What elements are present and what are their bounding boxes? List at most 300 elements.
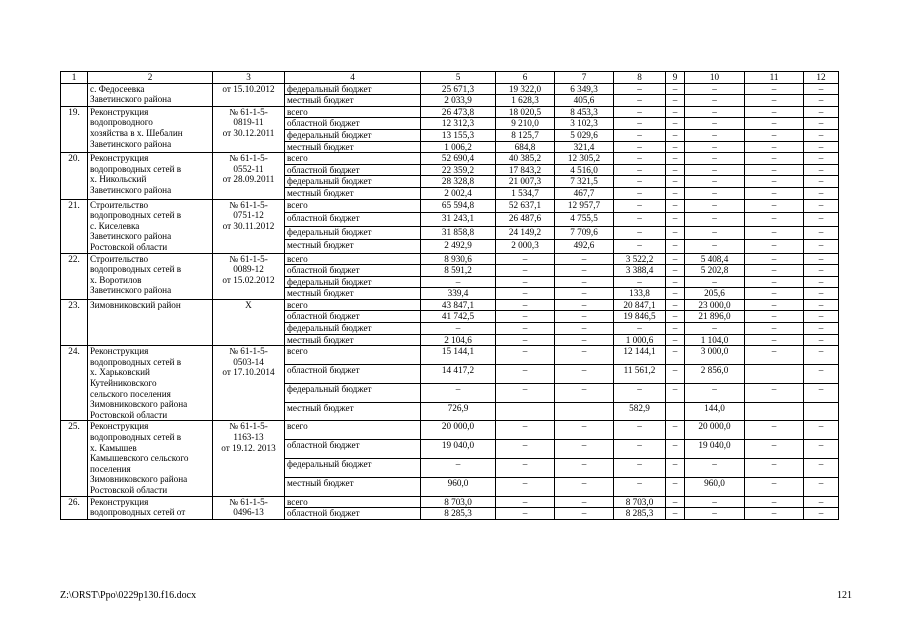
value-cell: 9 210,0 [496, 118, 555, 130]
funding-source: местный бюджет [285, 288, 421, 300]
value-cell: – [666, 288, 685, 300]
value-cell: – [614, 129, 666, 141]
value-cell: – [745, 239, 804, 253]
value-cell: – [666, 365, 685, 384]
value-cell: – [496, 334, 555, 346]
document-ref-line: № 61-1-5- [229, 199, 268, 210]
value-cell: – [421, 383, 496, 402]
value-cell: 8 703,0 [614, 496, 666, 508]
value-cell: 492,6 [555, 239, 614, 253]
value-cell: 960,0 [685, 477, 745, 496]
value-cell: 65 594,8 [421, 199, 496, 212]
value-cell: – [614, 239, 666, 253]
value-cell: – [685, 176, 745, 188]
value-cell: – [804, 458, 839, 477]
value-cell: 1 000,6 [614, 334, 666, 346]
value-cell: 25 671,3 [421, 83, 496, 95]
value-cell: 2 104,6 [421, 334, 496, 346]
object-name-line: Реконструкция [90, 421, 149, 432]
value-cell: – [496, 365, 555, 384]
value-cell: – [804, 129, 839, 141]
value-cell: 31 243,1 [421, 213, 496, 226]
object-name-line: водопроводных сетей в [90, 356, 182, 367]
value-cell: 19 040,0 [685, 440, 745, 459]
object-name-line: Кутейниковского [90, 378, 157, 389]
object-name-line: х. Никольский [90, 174, 147, 185]
value-cell: – [804, 106, 839, 118]
value-cell: 24 149,2 [496, 226, 555, 239]
value-cell: 2 492,9 [421, 239, 496, 253]
value-cell: – [745, 199, 804, 212]
value-cell: – [555, 440, 614, 459]
value-cell: – [555, 334, 614, 346]
document-ref-line: № 61-1-5- [229, 253, 268, 264]
funding-source: областной бюджет [285, 440, 421, 459]
value-cell: 52 637,1 [496, 199, 555, 212]
document-ref [213, 106, 285, 152]
value-cell: 8 930,6 [421, 253, 496, 265]
value-cell: 339,4 [421, 288, 496, 300]
document-ref [213, 299, 285, 345]
value-cell: – [804, 199, 839, 212]
value-cell: – [804, 311, 839, 323]
funding-source: местный бюджет [285, 334, 421, 346]
object-name-line: Реконструкция [90, 153, 149, 164]
object-name-line: хозяйства в х. Шебалин [90, 127, 183, 138]
value-cell: 21 007,3 [496, 176, 555, 188]
value-cell: – [614, 106, 666, 118]
object-name [88, 199, 213, 253]
object-name [88, 153, 213, 199]
object-name [88, 346, 213, 421]
value-cell: 7 709,6 [555, 226, 614, 239]
value-cell: 8 285,3 [421, 508, 496, 520]
value-cell: – [745, 213, 804, 226]
value-cell: – [804, 288, 839, 300]
funding-source: местный бюджет [285, 187, 421, 199]
document-ref [213, 253, 285, 299]
value-cell: 26 473,8 [421, 106, 496, 118]
value-cell: – [685, 226, 745, 239]
object-name-line: Заветинского района [90, 138, 172, 149]
file-path: Z:\ORST\Ppo\0229p130.f16.docx [60, 590, 197, 601]
value-cell: – [496, 496, 555, 508]
column-number: 4 [285, 72, 421, 84]
value-cell: 7 321,5 [555, 176, 614, 188]
value-cell: – [421, 276, 496, 288]
object-name-line: водопроводных сетей в [90, 432, 182, 442]
value-cell: – [666, 95, 685, 107]
object-name-line: Реконструкция [90, 496, 149, 507]
value-cell: 3 522,2 [614, 253, 666, 265]
table-row [61, 83, 839, 95]
funding-source: федеральный бюджет [285, 129, 421, 141]
document-ref-line: № 61-1-5- [229, 153, 268, 164]
column-number: 6 [496, 72, 555, 84]
document-ref [213, 199, 285, 253]
column-number: 10 [685, 72, 745, 84]
value-cell: – [666, 213, 685, 226]
value-cell [804, 402, 839, 421]
value-cell: – [685, 323, 745, 335]
value-cell: 1 534,7 [496, 187, 555, 199]
value-cell: – [804, 265, 839, 277]
object-name-line: Заветинского района [90, 184, 172, 195]
value-cell: – [496, 253, 555, 265]
funding-source: областной бюджет [285, 311, 421, 323]
row-number: 21. [61, 199, 88, 253]
value-cell: – [666, 176, 685, 188]
document-ref-line: от 17.10.2014 [222, 367, 275, 378]
value-cell: – [614, 440, 666, 459]
funding-source: всего [285, 106, 421, 118]
value-cell: 8 703,0 [421, 496, 496, 508]
object-name-line: Заветинского района [90, 231, 172, 242]
value-cell: – [555, 346, 614, 365]
value-cell: – [804, 83, 839, 95]
object-name-line: Камышевского сельского [90, 453, 189, 464]
value-cell: – [555, 323, 614, 335]
value-cell: – [745, 421, 804, 440]
object-name-line: сельского поселения [90, 388, 171, 399]
value-cell: – [666, 164, 685, 176]
value-cell: – [685, 141, 745, 153]
value-cell: – [804, 334, 839, 346]
value-cell: – [666, 253, 685, 265]
value-cell: – [804, 421, 839, 440]
value-cell: 41 742,5 [421, 311, 496, 323]
column-number: 8 [614, 72, 666, 84]
value-cell: 8 591,2 [421, 265, 496, 277]
object-name-line: х. Камышев [90, 442, 137, 453]
value-cell: 18 020,5 [496, 106, 555, 118]
value-cell: – [614, 118, 666, 130]
funding-source: всего [285, 199, 421, 212]
value-cell: – [555, 265, 614, 277]
value-cell: – [745, 129, 804, 141]
object-name-line: Реконструкция [90, 346, 149, 357]
value-cell: – [496, 311, 555, 323]
document-ref-line: 0819-11 [233, 117, 264, 128]
document-ref-line: 0496-13 [233, 507, 264, 518]
document-ref-line: 0089-12 [233, 264, 264, 275]
value-cell: 2 000,3 [496, 239, 555, 253]
value-cell: – [804, 95, 839, 107]
value-cell: 5 029,6 [555, 129, 614, 141]
funding-source: федеральный бюджет [285, 458, 421, 477]
value-cell: – [685, 187, 745, 199]
value-cell: – [804, 213, 839, 226]
row-number: 26. [61, 496, 88, 519]
value-cell: – [804, 477, 839, 496]
value-cell: – [804, 383, 839, 402]
value-cell [666, 402, 685, 421]
value-cell: – [745, 458, 804, 477]
object-name-line: Ростовской области [90, 241, 168, 252]
funding-source: областной бюджет [285, 265, 421, 277]
funding-source: местный бюджет [285, 95, 421, 107]
value-cell: – [685, 118, 745, 130]
value-cell: – [745, 83, 804, 95]
value-cell: 8 453,3 [555, 106, 614, 118]
value-cell: – [685, 276, 745, 288]
object-name-line: Зимовниковский район [90, 299, 181, 310]
value-cell: – [555, 458, 614, 477]
value-cell: 21 896,0 [685, 311, 745, 323]
table-row [61, 421, 839, 440]
value-cell: – [745, 383, 804, 402]
value-cell: – [745, 95, 804, 107]
funding-source: федеральный бюджет [285, 226, 421, 239]
value-cell: 205,6 [685, 288, 745, 300]
value-cell: 4 516,0 [555, 164, 614, 176]
value-cell: 2 002,4 [421, 187, 496, 199]
funding-source: областной бюджет [285, 508, 421, 520]
value-cell: 12 305,2 [555, 153, 614, 165]
value-cell: – [745, 346, 804, 365]
object-name-line: Реконструкция [90, 106, 149, 117]
value-cell: – [745, 253, 804, 265]
value-cell: 23 000,0 [685, 299, 745, 311]
column-number: 9 [666, 72, 685, 84]
value-cell: – [614, 153, 666, 165]
value-cell: – [685, 508, 745, 520]
value-cell: – [685, 239, 745, 253]
funding-source: федеральный бюджет [285, 323, 421, 335]
funding-source: федеральный бюджет [285, 383, 421, 402]
value-cell: 5 202,8 [685, 265, 745, 277]
value-cell: – [804, 299, 839, 311]
value-cell: 3 000,0 [685, 346, 745, 365]
value-cell: – [666, 187, 685, 199]
column-number: 7 [555, 72, 614, 84]
document-ref-line: от 30.12.2011 [222, 127, 275, 138]
object-name-line: Заветинского района [90, 285, 172, 296]
value-cell: – [666, 141, 685, 153]
value-cell: 11 561,2 [614, 365, 666, 384]
object-name-line: х. Воротилов [90, 274, 142, 285]
document-ref-line: 0552-11 [233, 163, 264, 174]
object-name-line: с. Федосеевка [90, 83, 145, 94]
value-cell: – [614, 383, 666, 402]
value-cell: – [614, 226, 666, 239]
value-cell: – [614, 199, 666, 212]
value-cell: – [496, 383, 555, 402]
value-cell: – [745, 176, 804, 188]
document-ref-line: 0751-12 [233, 210, 264, 221]
row-number: 25. [61, 421, 88, 496]
value-cell: – [614, 213, 666, 226]
value-cell: – [496, 477, 555, 496]
document-ref-line: Х [245, 299, 252, 310]
object-name-line: Ростовской области [90, 409, 168, 420]
object-name-line: водопроводных сетей в [90, 163, 182, 174]
column-number: 5 [421, 72, 496, 84]
object-name [88, 496, 213, 519]
object-name [88, 106, 213, 152]
document-ref [213, 421, 285, 496]
object-name-line: Зимовниковского района [90, 399, 188, 410]
document-ref [213, 83, 285, 106]
value-cell: – [745, 106, 804, 118]
value-cell: – [555, 421, 614, 440]
value-cell: 12 144,1 [614, 346, 666, 365]
value-cell: 40 385,2 [496, 153, 555, 165]
header-row [61, 72, 839, 84]
value-cell: – [745, 118, 804, 130]
funding-source: федеральный бюджет [285, 276, 421, 288]
object-name [88, 421, 213, 496]
value-cell: – [496, 323, 555, 335]
value-cell: 52 690,4 [421, 153, 496, 165]
column-number: 3 [213, 72, 285, 84]
value-cell: – [745, 299, 804, 311]
document-ref-line: от 15.10.2012 [222, 83, 275, 94]
value-cell: – [496, 265, 555, 277]
value-cell: 43 847,1 [421, 299, 496, 311]
value-cell: – [666, 334, 685, 346]
value-cell: – [614, 164, 666, 176]
value-cell: 31 858,8 [421, 226, 496, 239]
document-ref-line: от 19.12. 2013 [221, 442, 276, 453]
value-cell: – [685, 95, 745, 107]
value-cell: – [666, 83, 685, 95]
object-name-line: с. Киселевка [90, 220, 140, 231]
value-cell: – [666, 477, 685, 496]
object-name-line: водопроводных сетей в [90, 210, 182, 221]
value-cell: – [555, 477, 614, 496]
object-name [88, 253, 213, 299]
value-cell: – [666, 421, 685, 440]
value-cell: – [421, 458, 496, 477]
value-cell: – [555, 508, 614, 520]
value-cell: – [666, 496, 685, 508]
value-cell: – [614, 187, 666, 199]
value-cell: – [614, 95, 666, 107]
row-number [61, 83, 88, 106]
value-cell: 684,8 [496, 141, 555, 153]
document-ref-line: № 61-1-5- [229, 106, 268, 117]
value-cell: 14 417,2 [421, 365, 496, 384]
funding-source: всего [285, 153, 421, 165]
value-cell: – [496, 276, 555, 288]
document-ref-line: от 15.02.2012 [222, 274, 275, 285]
value-cell: 17 843,2 [496, 164, 555, 176]
value-cell: – [745, 288, 804, 300]
value-cell: – [745, 496, 804, 508]
value-cell: 12 957,7 [555, 199, 614, 212]
page-number: 121 [837, 590, 852, 601]
value-cell: – [555, 299, 614, 311]
document-ref-line: № 61-1-5- [229, 496, 268, 507]
value-cell: – [555, 311, 614, 323]
value-cell: 2 856,0 [685, 365, 745, 384]
value-cell: – [745, 334, 804, 346]
value-cell: 726,9 [421, 402, 496, 421]
value-cell: 3 388,4 [614, 265, 666, 277]
value-cell: – [666, 106, 685, 118]
value-cell: 8 125,7 [496, 129, 555, 141]
funding-source: местный бюджет [285, 239, 421, 253]
value-cell: – [496, 508, 555, 520]
value-cell: – [666, 118, 685, 130]
row-number: 20. [61, 153, 88, 199]
value-cell: 20 000,0 [685, 421, 745, 440]
value-cell: 19 846,5 [614, 311, 666, 323]
value-cell: – [555, 365, 614, 384]
value-cell: – [614, 477, 666, 496]
object-name-line: Строительство [90, 199, 149, 210]
document-ref [213, 496, 285, 519]
value-cell: – [666, 239, 685, 253]
funding-source: местный бюджет [285, 477, 421, 496]
object-name-line: водопроводных сетей в [90, 264, 182, 275]
value-cell: 5 408,4 [685, 253, 745, 265]
value-cell: – [685, 213, 745, 226]
value-cell: – [555, 288, 614, 300]
document-ref [213, 153, 285, 199]
value-cell: – [745, 164, 804, 176]
document-ref-line: № 61-1-5- [229, 346, 268, 357]
value-cell: – [666, 153, 685, 165]
table-row [61, 106, 839, 118]
value-cell: – [745, 323, 804, 335]
column-number: 1 [61, 72, 88, 84]
value-cell: – [496, 421, 555, 440]
value-cell: 960,0 [421, 477, 496, 496]
document-ref-line: 0503-14 [233, 356, 264, 367]
value-cell: – [804, 176, 839, 188]
value-cell [745, 365, 804, 384]
value-cell: 4 755,5 [555, 213, 614, 226]
value-cell: 20 000,0 [421, 421, 496, 440]
value-cell: – [804, 164, 839, 176]
value-cell: – [745, 265, 804, 277]
value-cell: 1 006,2 [421, 141, 496, 153]
value-cell: – [666, 323, 685, 335]
value-cell: – [685, 383, 745, 402]
value-cell: – [555, 496, 614, 508]
funding-source: областной бюджет [285, 164, 421, 176]
value-cell: 13 155,3 [421, 129, 496, 141]
document-ref-line: от 28.09.2011 [222, 174, 275, 185]
funding-source: областной бюджет [285, 118, 421, 130]
value-cell: – [666, 383, 685, 402]
object-name-line: Зимовниковского района [90, 474, 188, 485]
value-cell: – [745, 276, 804, 288]
value-cell: – [804, 187, 839, 199]
value-cell: 28 328,8 [421, 176, 496, 188]
value-cell: 467,7 [555, 187, 614, 199]
value-cell: – [614, 276, 666, 288]
value-cell: 144,0 [685, 402, 745, 421]
value-cell: 1 104,0 [685, 334, 745, 346]
document-ref-line: 1163-13 [233, 432, 264, 442]
object-name-line: водопроводного [90, 117, 153, 128]
value-cell: – [496, 458, 555, 477]
table-row [61, 496, 839, 508]
value-cell: – [745, 508, 804, 520]
object-name-line: Ростовской области [90, 484, 168, 495]
document-ref-line: от 30.11.2012 [222, 220, 275, 231]
object-name-line: водопроводных сетей от [90, 507, 186, 518]
column-number: 11 [745, 72, 804, 84]
column-number: 2 [88, 72, 213, 84]
value-cell: – [666, 276, 685, 288]
funding-source: всего [285, 253, 421, 265]
value-cell: – [804, 239, 839, 253]
value-cell: – [666, 311, 685, 323]
